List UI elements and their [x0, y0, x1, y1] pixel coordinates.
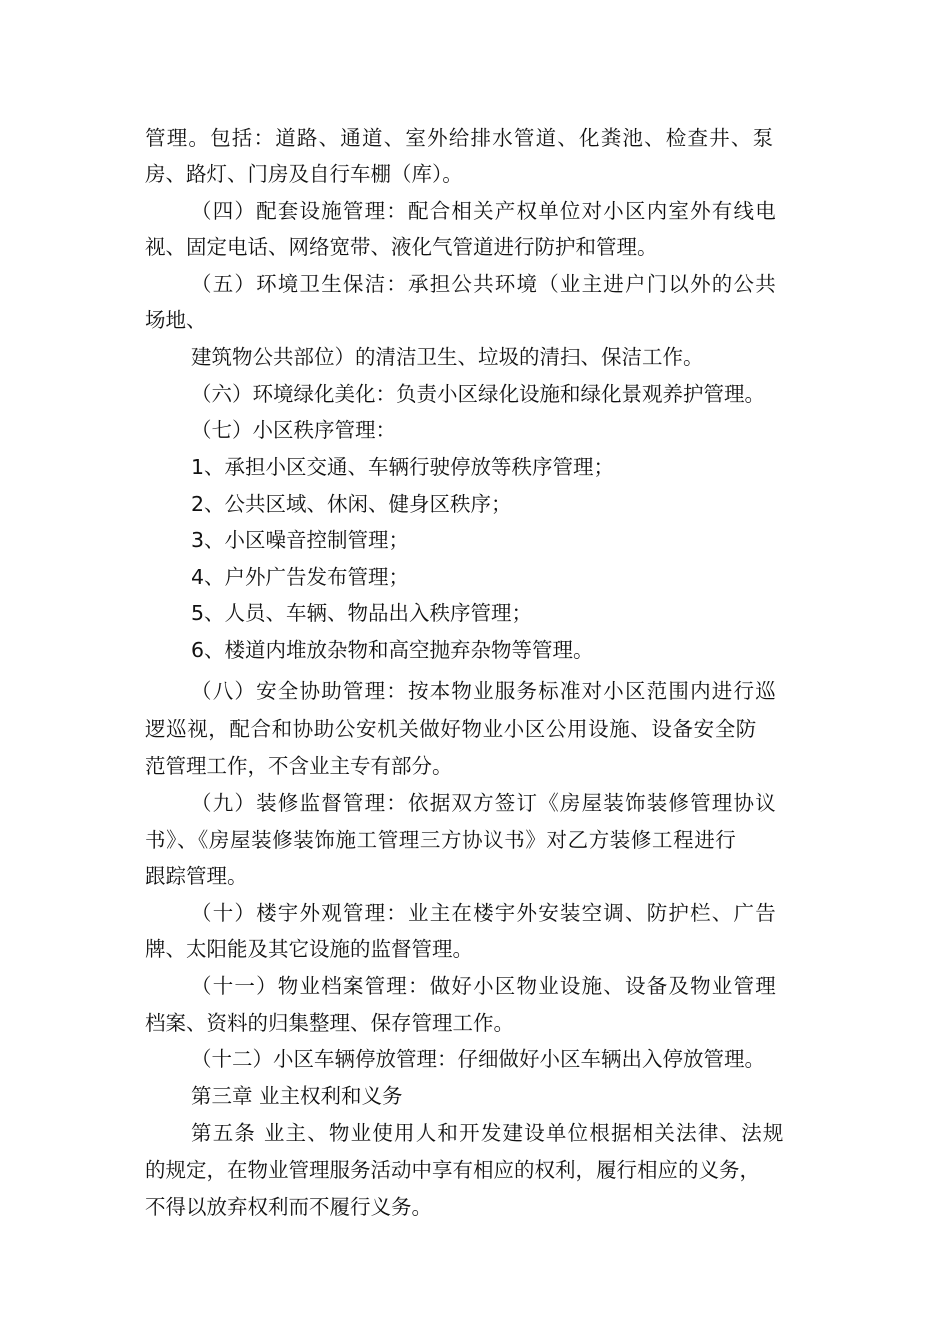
- text-line: （十二）小区车辆停放管理：仔细做好小区车辆出入停放管理。: [191, 1047, 765, 1071]
- text-line: 管理。包括：道路、通道、室外给排水管道、化粪池、检查井、泵: [145, 126, 775, 150]
- list-item: 5、人员、车辆、物品出入秩序管理；: [191, 601, 533, 625]
- text-line: 牌、太阳能及其它设施的监督管理。: [145, 937, 473, 961]
- text-line: 书》、《房屋装修装饰施工管理三方协议书》对乙方装修工程进行: [145, 828, 737, 852]
- text-line: （十一）物业档案管理：做好小区物业设施、设备及物业管理: [191, 974, 777, 998]
- text-line: （五）环境卫生保洁：承担公共环境（业主进户门以外的公共: [191, 272, 777, 296]
- text-line: （八）安全协助管理：按本物业服务标准对小区范围内进行巡: [191, 679, 777, 703]
- text-line: 视、固定电话、网络宽带、液化气管道进行防护和管理。: [145, 235, 658, 259]
- list-item: 4、户外广告发布管理；: [191, 565, 410, 589]
- text-line: 场地、: [145, 308, 207, 332]
- list-item: 3、小区噪音控制管理；: [191, 528, 410, 552]
- text-line: 档案、资料的归集整理、保存管理工作。: [145, 1011, 514, 1035]
- list-item: 1、承担小区交通、车辆行驶停放等秩序管理；: [191, 455, 615, 479]
- chapter-heading: 第三章 业主权利和义务: [191, 1084, 403, 1108]
- text-line: 范管理工作，不含业主专有部分。: [145, 754, 453, 778]
- article-heading: 第五条 业主、物业使用人和开发建设单位根据相关法律、法规: [191, 1121, 785, 1145]
- text-line: （十）楼宇外观管理：业主在楼宇外安装空调、防护栏、广告: [191, 901, 777, 925]
- list-item: 6、楼道内堆放杂物和高空抛弃杂物等管理。: [191, 638, 594, 662]
- text-line: 逻巡视，配合和协助公安机关做好物业小区公用设施、设备安全防: [145, 717, 757, 741]
- text-line: （六）环境绿化美化：负责小区绿化设施和绿化景观养护管理。: [191, 382, 765, 406]
- text-line: 房、路灯、门房及自行车棚（库）。: [145, 162, 463, 186]
- text-line: （九）装修监督管理：依据双方签订《房屋装饰装修管理协议: [191, 791, 777, 815]
- list-item: 2、公共区域、休闲、健身区秩序；: [191, 492, 512, 516]
- text-line: 建筑物公共部位）的清洁卫生、垃圾的清扫、保洁工作。: [191, 345, 704, 369]
- text-line: 跟踪管理。: [145, 864, 248, 888]
- text-line: 不得以放弃权利而不履行义务。: [145, 1195, 432, 1219]
- text-line: （七）小区秩序管理：: [191, 418, 396, 442]
- text-line: （四）配套设施管理：配合相关产权单位对小区内室外有线电: [191, 199, 777, 223]
- text-line: 的规定，在物业管理服务活动中享有相应的权利，履行相应的义务，: [145, 1158, 760, 1182]
